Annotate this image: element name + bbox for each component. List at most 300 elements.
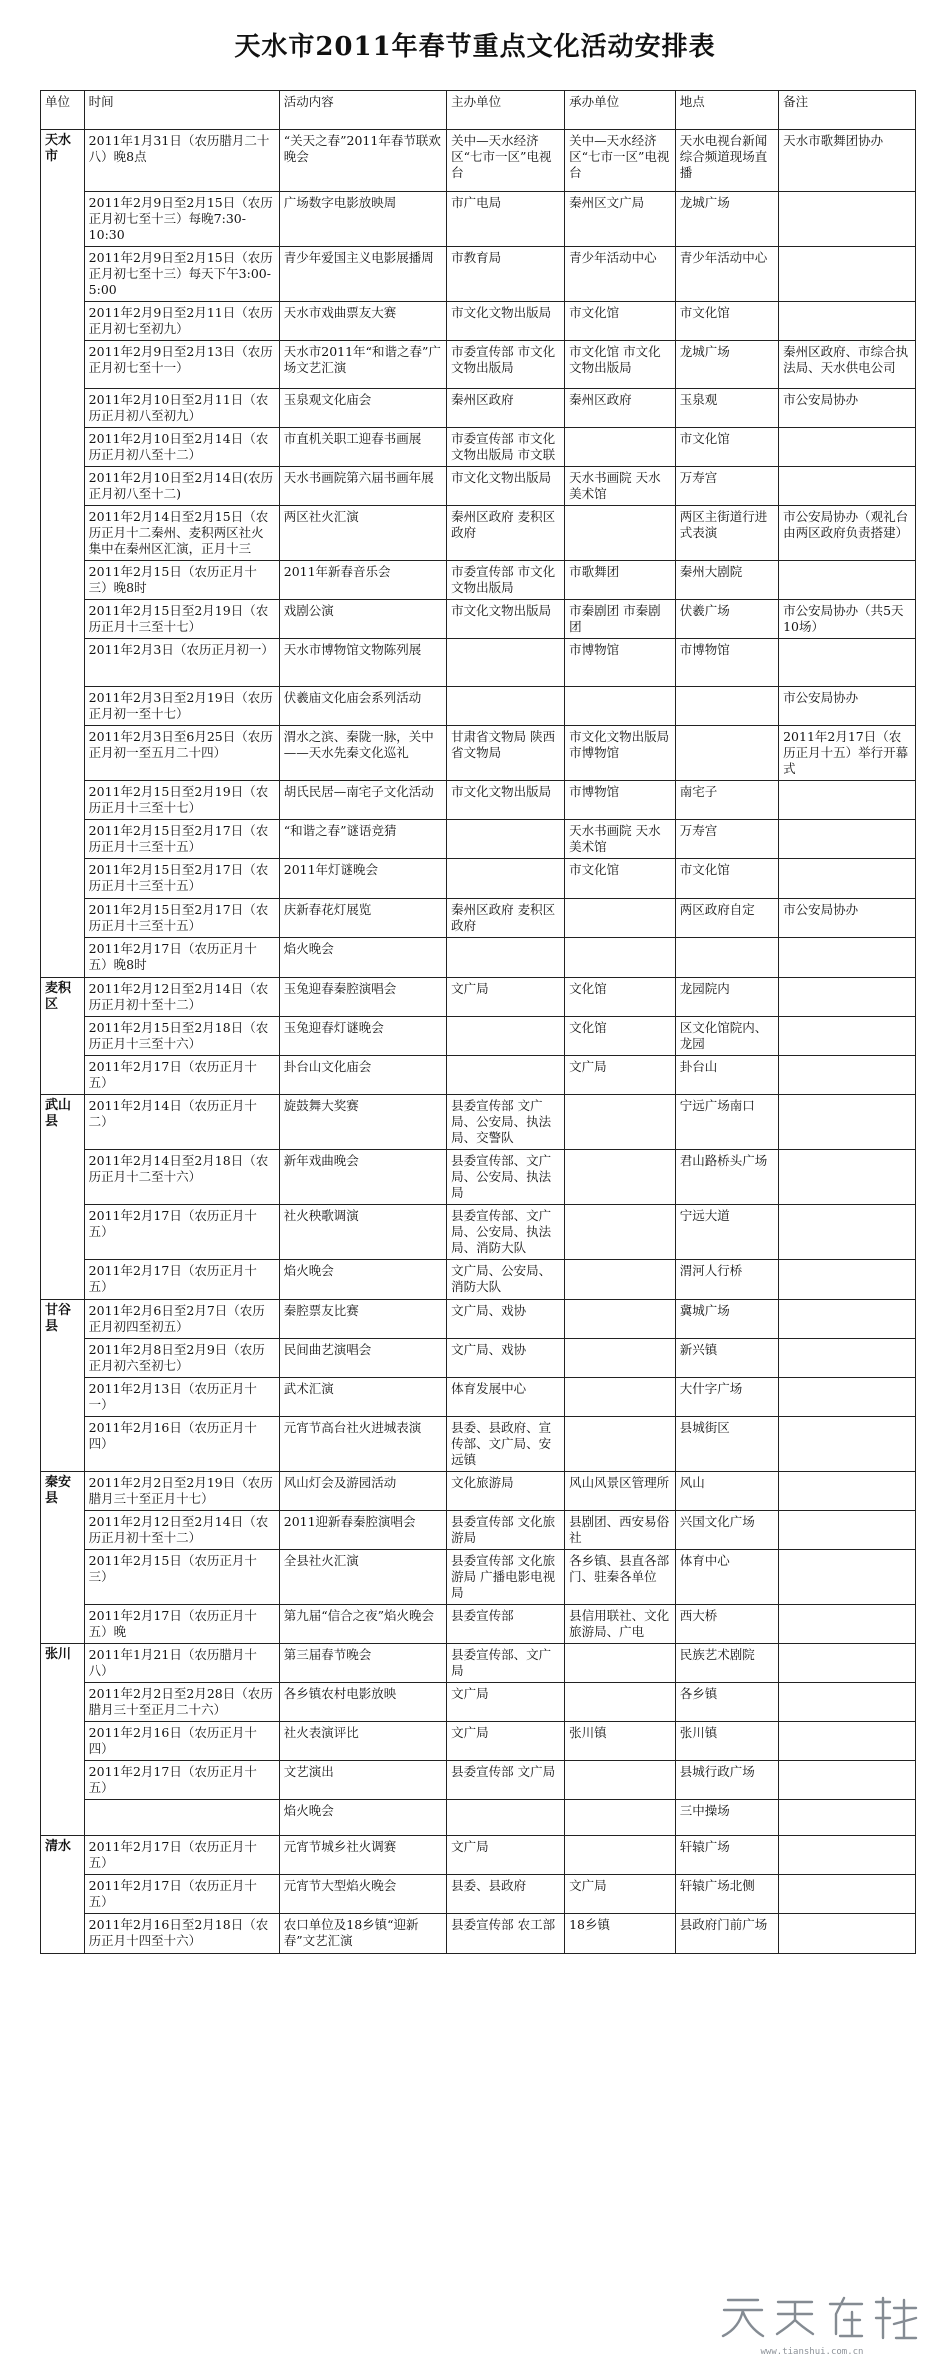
- table-cell: [779, 1644, 916, 1683]
- table-cell: [779, 1339, 916, 1378]
- table-cell: 关中—天水经济区“七市一区”电视台: [565, 130, 676, 192]
- table-cell: 天水市2011年“和谐之春”广场文艺汇演: [279, 341, 446, 389]
- table-cell: 天水市博物馆文物陈列展: [279, 639, 446, 687]
- table-cell: 县城街区: [675, 1417, 778, 1472]
- table-cell: 县委、县政府: [447, 1875, 565, 1914]
- table-cell: 南宅子: [675, 781, 778, 820]
- table-cell: 秦州区文广局: [565, 192, 676, 247]
- table-cell: 市文化文物出版局: [447, 781, 565, 820]
- table-cell: [565, 899, 676, 938]
- table-cell: [565, 506, 676, 561]
- column-header: 单位: [41, 91, 85, 130]
- table-cell: 2011年2月12日至2月14日（农历正月初十至十二）: [84, 1511, 279, 1550]
- table-cell: [565, 1836, 676, 1875]
- table-cell: [779, 639, 916, 687]
- table-cell: [447, 1017, 565, 1056]
- table-cell: 县政府门前广场: [675, 1914, 778, 1954]
- table-row: [41, 1550, 916, 1605]
- column-header: 承办单位: [565, 91, 676, 130]
- table-cell: 风山风景区管理所: [565, 1472, 676, 1511]
- table-cell: [447, 687, 565, 726]
- table-cell: 冀城广场: [675, 1300, 778, 1339]
- table-cell: 全县社火汇演: [279, 1550, 446, 1605]
- table-body: [41, 130, 916, 1954]
- table-cell: 天水书画院 天水美术馆: [565, 820, 676, 859]
- table-cell: 市公安局协办: [779, 389, 916, 428]
- table-cell: [779, 1056, 916, 1095]
- table-cell: 市直机关职工迎春书画展: [279, 428, 446, 467]
- table-row: [41, 938, 916, 978]
- table-cell: 玉兔迎春秦腔演唱会: [279, 978, 446, 1017]
- table-cell: 文广局: [565, 1056, 676, 1095]
- table-cell: 卦台山: [675, 1056, 778, 1095]
- table-cell: 2011年2月15日（农历正月十三）: [84, 1550, 279, 1605]
- table-cell: 君山路桥头广场: [675, 1150, 778, 1205]
- table-cell: 2011年2月14日至2月18日（农历正月十二至十六）: [84, 1150, 279, 1205]
- table-cell: 市公安局协办: [779, 899, 916, 938]
- table-row: [41, 1605, 916, 1644]
- table-cell: 市博物馆: [565, 639, 676, 687]
- table-cell: 区文化馆院内、龙园: [675, 1017, 778, 1056]
- table-cell: 各乡镇、县直各部门、驻秦各单位: [565, 1550, 676, 1605]
- table-cell: 2011年2月16日（农历正月十四）: [84, 1417, 279, 1472]
- table-cell: 2011年2月14日（农历正月十二）: [84, 1095, 279, 1150]
- table-cell: 2011年新春音乐会: [279, 561, 446, 600]
- table-cell: 甘肃省文物局 陕西省文物局: [447, 726, 565, 781]
- column-header: 活动内容: [279, 91, 446, 130]
- page-title: 天水市2011年春节重点文化活动安排表: [234, 32, 716, 62]
- table-cell: [779, 1150, 916, 1205]
- table-cell: 2011年2月9日至2月15日（农历正月初七至十三）每晚7:30-10:30: [84, 192, 279, 247]
- table-cell: 文广局、戏协: [447, 1339, 565, 1378]
- table-cell: 胡氏民居—南宅子文化活动: [279, 781, 446, 820]
- table-cell: [447, 859, 565, 899]
- table-cell: 青少年活动中心: [565, 247, 676, 302]
- table-cell: 市文化文物出版局: [447, 467, 565, 506]
- table-cell: 文广局: [447, 1836, 565, 1875]
- table-cell: 各乡镇: [675, 1683, 778, 1722]
- table-row: [41, 687, 916, 726]
- table-cell: 市公安局协办: [779, 687, 916, 726]
- unit-cell: 麦积区: [41, 978, 85, 1095]
- table-cell: [779, 820, 916, 859]
- table-cell: 县委宣传部 文化旅游局: [447, 1511, 565, 1550]
- table-cell: 焰火晚会: [279, 1260, 446, 1300]
- table-cell: 秦州区政府 麦积区政府: [447, 506, 565, 561]
- table-cell: 新年戏曲晚会: [279, 1150, 446, 1205]
- table-cell: 县委宣传部 文化旅游局 广播电影电视局: [447, 1550, 565, 1605]
- table-cell: 伏羲庙文化庙会系列活动: [279, 687, 446, 726]
- table-cell: 2011年2月16日（农历正月十四）: [84, 1722, 279, 1761]
- table-row: [41, 1260, 916, 1300]
- table-row: [41, 781, 916, 820]
- table-cell: 2011年2月3日至2月19日（农历正月初一至十七）: [84, 687, 279, 726]
- table-row: [41, 389, 916, 428]
- table-cell: 天水市歌舞团协办: [779, 130, 916, 192]
- table-cell: 2011年2月9日至2月11日（农历正月初七至初九）: [84, 302, 279, 341]
- table-cell: [565, 1095, 676, 1150]
- table-cell: 2011年灯谜晚会: [279, 859, 446, 899]
- table-cell: 2011年2月12日至2月14日（农历正月初十至十二）: [84, 978, 279, 1017]
- table-cell: 社火秧歌调演: [279, 1205, 446, 1260]
- table-row: [41, 1205, 916, 1260]
- table-cell: 县委宣传部 文广局: [447, 1761, 565, 1800]
- table-cell: 民族艺术剧院: [675, 1644, 778, 1683]
- table-cell: [779, 1417, 916, 1472]
- table-cell: 青少年爱国主义电影展播周: [279, 247, 446, 302]
- unit-cell: 清水: [41, 1836, 85, 1954]
- table-cell: 风山灯会及游园活动: [279, 1472, 446, 1511]
- table-cell: 武术汇演: [279, 1378, 446, 1417]
- table-cell: 市教育局: [447, 247, 565, 302]
- table-row: [41, 600, 916, 639]
- table-cell: 2011年2月15日（农历正月十三）晚8时: [84, 561, 279, 600]
- table-cell: 2011年2月10日至2月14日(农历正月初八至十二): [84, 467, 279, 506]
- table-row: [41, 247, 916, 302]
- table-cell: 张川镇: [565, 1722, 676, 1761]
- table-cell: 农口单位及18乡镇“迎新春”文艺汇演: [279, 1914, 446, 1954]
- table-cell: 文广局: [447, 978, 565, 1017]
- table-cell: [779, 247, 916, 302]
- table-row: [41, 1472, 916, 1511]
- table-cell: 2011年2月15日至2月17日（农历正月十三至十五）: [84, 820, 279, 859]
- table-cell: 两区政府自定: [675, 899, 778, 938]
- table-cell: 秦州区政府: [565, 389, 676, 428]
- table-row: [41, 506, 916, 561]
- table-cell: 县委宣传部 农工部: [447, 1914, 565, 1954]
- table-row: [41, 1722, 916, 1761]
- table-cell: 西大桥: [675, 1605, 778, 1644]
- table-cell: 2011年2月6日至2月7日（农历正月初四至初五）: [84, 1300, 279, 1339]
- table-cell: [565, 1800, 676, 1836]
- table-cell: 文广局: [447, 1722, 565, 1761]
- table-cell: 2011年2月17日（农历正月十五）: [84, 1260, 279, 1300]
- table-cell: 渭河人行桥: [675, 1260, 778, 1300]
- table-row: [41, 302, 916, 341]
- table-cell: 兴国文化广场: [675, 1511, 778, 1550]
- table-row: [41, 899, 916, 938]
- table-cell: [779, 1800, 916, 1836]
- table-cell: 轩辕广场: [675, 1836, 778, 1875]
- table-cell: 2011年2月8日至2月9日（农历正月初六至初七）: [84, 1339, 279, 1378]
- table-cell: [779, 859, 916, 899]
- table-cell: [675, 687, 778, 726]
- table-cell: 青少年活动中心: [675, 247, 778, 302]
- table-cell: [779, 1875, 916, 1914]
- table-cell: 县委宣传部、文广局、公安局、执法局、消防大队: [447, 1205, 565, 1260]
- table-cell: 万寿宫: [675, 467, 778, 506]
- table-cell: 龙城广场: [675, 341, 778, 389]
- table-row: [41, 1300, 916, 1339]
- table-cell: [565, 1205, 676, 1260]
- table-cell: [779, 1761, 916, 1800]
- table-cell: 戏剧公演: [279, 600, 446, 639]
- table-cell: 2011年2月17日（农历正月十五）: [84, 1761, 279, 1800]
- table-cell: 2011年2月17日（农历正月十五）: [84, 1056, 279, 1095]
- table-cell: 市文化馆 市文化文物出版局: [565, 341, 676, 389]
- table-cell: 两区社火汇演: [279, 506, 446, 561]
- table-cell: 三中操场: [675, 1800, 778, 1836]
- table-cell: 民间曲艺演唱会: [279, 1339, 446, 1378]
- table-cell: [447, 1056, 565, 1095]
- table-cell: 市文化馆: [675, 859, 778, 899]
- table-cell: 市歌舞团: [565, 561, 676, 600]
- table-cell: 市文化馆: [675, 302, 778, 341]
- table-cell: 2011年2月15日至2月18日（农历正月十三至十六）: [84, 1017, 279, 1056]
- table-cell: 市委宣传部 市文化文物出版局: [447, 561, 565, 600]
- table-cell: 轩辕广场北侧: [675, 1875, 778, 1914]
- table-cell: 第三届春节晚会: [279, 1644, 446, 1683]
- table-cell: [779, 1095, 916, 1150]
- unit-cell: 秦安县: [41, 1472, 85, 1644]
- table-cell: 文广局: [565, 1875, 676, 1914]
- table-cell: 两区主街道行进式表演: [675, 506, 778, 561]
- table-cell: 玉兔迎春灯谜晚会: [279, 1017, 446, 1056]
- table-cell: [779, 1722, 916, 1761]
- table-cell: [779, 302, 916, 341]
- table-cell: 庆新春花灯展览: [279, 899, 446, 938]
- table-row: [41, 1511, 916, 1550]
- table-cell: 2011迎新春秦腔演唱会: [279, 1511, 446, 1550]
- table-cell: 卦台山文化庙会: [279, 1056, 446, 1095]
- table-cell: 2011年2月15日至2月17日（农历正月十三至十五）: [84, 899, 279, 938]
- table-row: [41, 1378, 916, 1417]
- table-cell: [84, 1800, 279, 1836]
- table-cell: 市广电局: [447, 192, 565, 247]
- table-cell: 伏羲广场: [675, 600, 778, 639]
- table-cell: 市文化馆: [565, 859, 676, 899]
- table-cell: 2011年2月16日至2月18日（农历正月十四至十六）: [84, 1914, 279, 1954]
- table-cell: 县委宣传部 文广局、公安局、执法局、交警队: [447, 1095, 565, 1150]
- table-cell: 市文化馆: [675, 428, 778, 467]
- table-cell: 市委宣传部 市文化文物出版局: [447, 341, 565, 389]
- table-cell: 宁远大道: [675, 1205, 778, 1260]
- table-cell: [565, 1339, 676, 1378]
- table-cell: 文广局、公安局、消防大队: [447, 1260, 565, 1300]
- unit-cell: 武山县: [41, 1095, 85, 1300]
- table-cell: 2011年2月14日至2月15日（农历正月十二秦州、麦积两区社火集中在秦州区汇演，正月十三: [84, 506, 279, 561]
- table-cell: 天水市戏曲票友大赛: [279, 302, 446, 341]
- table-cell: [779, 1836, 916, 1875]
- table-cell: [779, 1511, 916, 1550]
- table-cell: 玉泉观文化庙会: [279, 389, 446, 428]
- table-cell: [779, 1472, 916, 1511]
- table-cell: 市文化文物出版局: [447, 302, 565, 341]
- table-cell: [565, 1761, 676, 1800]
- table-cell: [779, 938, 916, 978]
- unit-cell: 张川: [41, 1644, 85, 1836]
- table-cell: 文化馆: [565, 978, 676, 1017]
- table-cell: [779, 1378, 916, 1417]
- table-cell: [565, 1300, 676, 1339]
- table-cell: [565, 1260, 676, 1300]
- table-cell: 秦州区政府 麦积区政府: [447, 899, 565, 938]
- table-cell: 市文化文物出版局: [447, 600, 565, 639]
- table-cell: [779, 1300, 916, 1339]
- table-row: [41, 1683, 916, 1722]
- table-cell: 第九届“信合之夜”焰火晚会: [279, 1605, 446, 1644]
- table-row: [41, 1339, 916, 1378]
- table-cell: 体育中心: [675, 1550, 778, 1605]
- table-cell: [779, 1205, 916, 1260]
- table-cell: 市公安局协办（共5天10场）: [779, 600, 916, 639]
- table-cell: 体育发展中心: [447, 1378, 565, 1417]
- table-cell: [675, 726, 778, 781]
- table-cell: 2011年2月15日至2月19日（农历正月十三至十七）: [84, 600, 279, 639]
- table-cell: 渭水之滨、秦陇一脉，关中——天水先秦文化巡礼: [279, 726, 446, 781]
- table-cell: [779, 1683, 916, 1722]
- table-cell: [779, 978, 916, 1017]
- table-cell: 秦州区政府: [447, 389, 565, 428]
- table-cell: [447, 1800, 565, 1836]
- table-cell: 市文化文物出版局 市博物馆: [565, 726, 676, 781]
- table-row: [41, 428, 916, 467]
- table-cell: [565, 938, 676, 978]
- table-row: [41, 341, 916, 389]
- table-cell: 市委宣传部 市文化文物出版局 市文联: [447, 428, 565, 467]
- table-cell: [779, 1550, 916, 1605]
- table-cell: 2011年2月17日（农历正月十五）举行开幕式: [779, 726, 916, 781]
- table-row: [41, 820, 916, 859]
- table-cell: [779, 428, 916, 467]
- table-cell: 玉泉观: [675, 389, 778, 428]
- table-row: [41, 978, 916, 1017]
- table-cell: 文广局: [447, 1683, 565, 1722]
- table-cell: 市文化馆: [565, 302, 676, 341]
- table-cell: [779, 1914, 916, 1954]
- table-cell: 2011年2月3日至6月25日（农历正月初一至五月二十四）: [84, 726, 279, 781]
- table-cell: 18乡镇: [565, 1914, 676, 1954]
- column-header: 备注: [779, 91, 916, 130]
- table-cell: 县委宣传部: [447, 1605, 565, 1644]
- table-cell: 焰火晚会: [279, 1800, 446, 1836]
- table-cell: 天水书画院第六届书画年展: [279, 467, 446, 506]
- watermark-url: www.tianshui.com.cn: [760, 2347, 864, 2357]
- table-cell: [565, 1417, 676, 1472]
- table-row: [41, 639, 916, 687]
- table-row: [41, 561, 916, 600]
- table-cell: 市博物馆: [565, 781, 676, 820]
- table-cell: “和谐之春”谜语竞猜: [279, 820, 446, 859]
- unit-cell: 甘谷县: [41, 1300, 85, 1472]
- table-cell: 2011年2月9日至2月15日（农历正月初七至十三）每天下午3:00-5:00: [84, 247, 279, 302]
- table-cell: 县委宣传部、文广局: [447, 1644, 565, 1683]
- table-cell: [779, 192, 916, 247]
- table-header-row: [41, 91, 916, 130]
- table-cell: 2011年2月9日至2月13日（农历正月初七至十一）: [84, 341, 279, 389]
- table-cell: 县信用联社、文化旅游局、广电: [565, 1605, 676, 1644]
- table-cell: 2011年2月17日（农历正月十五）晚: [84, 1605, 279, 1644]
- table-cell: 文艺演出: [279, 1761, 446, 1800]
- table-cell: 天水书画院 天水美术馆: [565, 467, 676, 506]
- table-cell: [675, 938, 778, 978]
- table-row: [41, 859, 916, 899]
- table-cell: 元宵节高台社火进城表演: [279, 1417, 446, 1472]
- table-cell: 市博物馆: [675, 639, 778, 687]
- table-row: [41, 192, 916, 247]
- table-cell: [447, 938, 565, 978]
- table-cell: 关中—天水经济区“七市一区”电视台: [447, 130, 565, 192]
- table-row: [41, 130, 916, 192]
- table-cell: 县剧团、西安易俗社: [565, 1511, 676, 1550]
- table-cell: 县城行政广场: [675, 1761, 778, 1800]
- table-cell: 2011年2月17日（农历正月十五）: [84, 1836, 279, 1875]
- table-cell: 元宵节城乡社火调赛: [279, 1836, 446, 1875]
- table-cell: 社火表演评比: [279, 1722, 446, 1761]
- table-cell: [565, 1378, 676, 1417]
- table-cell: 2011年2月15日至2月17日（农历正月十三至十五）: [84, 859, 279, 899]
- table-row: [41, 1836, 916, 1875]
- table-row: [41, 1800, 916, 1836]
- table-row: [41, 1095, 916, 1150]
- table-cell: 新兴镇: [675, 1339, 778, 1378]
- table-cell: 2011年2月3日（农历正月初一）: [84, 639, 279, 687]
- table-cell: [779, 561, 916, 600]
- table-cell: 2011年2月13日（农历正月十一）: [84, 1378, 279, 1417]
- table-cell: 2011年2月17日（农历正月十五）: [84, 1875, 279, 1914]
- table-row: [41, 467, 916, 506]
- column-header: 主办单位: [447, 91, 565, 130]
- table-cell: 大什字广场: [675, 1378, 778, 1417]
- table-cell: 市秦剧团 市秦剧团: [565, 600, 676, 639]
- table-row: [41, 1417, 916, 1472]
- schedule-table: [40, 90, 916, 1954]
- watermark-logo: [706, 2290, 926, 2360]
- table-cell: [779, 1605, 916, 1644]
- table-cell: 2011年2月17日（农历正月十五）: [84, 1205, 279, 1260]
- table-cell: [565, 1683, 676, 1722]
- table-cell: 2011年2月2日至2月19日（农历腊月三十至正月十七）: [84, 1472, 279, 1511]
- table-cell: 2011年2月2日至2月28日（农历腊月三十至正月二十六）: [84, 1683, 279, 1722]
- table-cell: [565, 1644, 676, 1683]
- table-cell: 县委宣传部、文广局、公安局、执法局: [447, 1150, 565, 1205]
- table-cell: 文广局、戏协: [447, 1300, 565, 1339]
- table-cell: 各乡镇农村电影放映: [279, 1683, 446, 1722]
- table-cell: 秦州区政府、市综合执法局、天水供电公司: [779, 341, 916, 389]
- table-row: [41, 1017, 916, 1056]
- table-cell: 文化馆: [565, 1017, 676, 1056]
- table-cell: 广场数字电影放映周: [279, 192, 446, 247]
- table-cell: [447, 820, 565, 859]
- table-cell: 张川镇: [675, 1722, 778, 1761]
- table-cell: [779, 1017, 916, 1056]
- table-row: [41, 1150, 916, 1205]
- table-cell: 元宵节大型焰火晚会: [279, 1875, 446, 1914]
- table-row: [41, 1761, 916, 1800]
- column-header: 时间: [84, 91, 279, 130]
- table-cell: 2011年2月17日（农历正月十五）晚8时: [84, 938, 279, 978]
- table-cell: [447, 639, 565, 687]
- table-row: [41, 1644, 916, 1683]
- table-cell: 风山: [675, 1472, 778, 1511]
- table-cell: [565, 428, 676, 467]
- table-cell: 宁远广场南口: [675, 1095, 778, 1150]
- table-row: [41, 1914, 916, 1954]
- table-cell: 天水电视台新闻综合频道现场直播: [675, 130, 778, 192]
- table-cell: [779, 1260, 916, 1300]
- table-cell: 万寿宫: [675, 820, 778, 859]
- table-cell: 龙城广场: [675, 192, 778, 247]
- table-cell: [565, 1150, 676, 1205]
- table-row: [41, 726, 916, 781]
- table-cell: [779, 781, 916, 820]
- table-cell: 焰火晚会: [279, 938, 446, 978]
- table-cell: “关天之春”2011年春节联欢晚会: [279, 130, 446, 192]
- unit-cell: 天水市: [41, 130, 85, 978]
- table-cell: 县委、县政府、宣传部、文广局、安远镇: [447, 1417, 565, 1472]
- table-cell: [779, 467, 916, 506]
- table-cell: 旋鼓舞大奖赛: [279, 1095, 446, 1150]
